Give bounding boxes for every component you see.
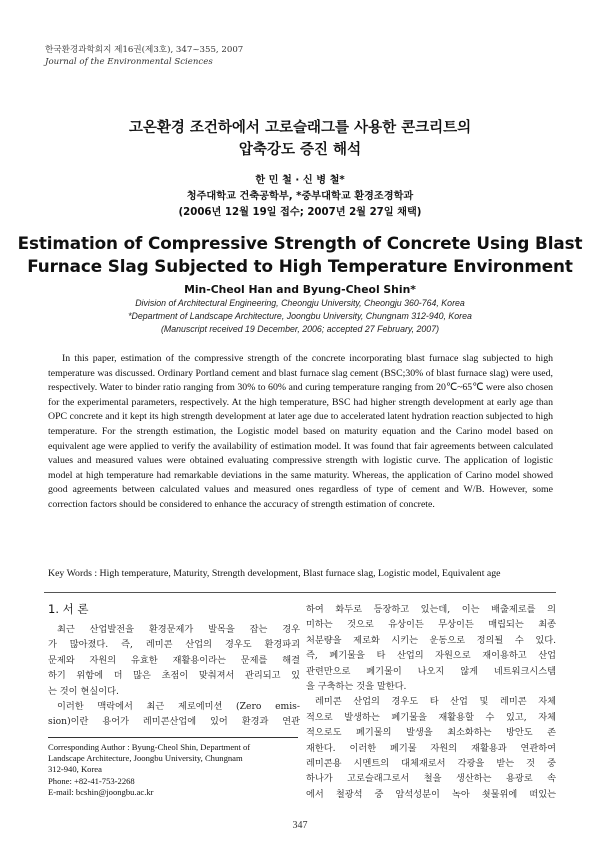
english-received: (Manuscript received 19 December, 2006; accepted 27 February, 2007): [160, 324, 440, 334]
korean-authors: 한 민 철 · 신 병 철*: [255, 175, 345, 186]
journal-header: [45, 44, 243, 68]
body-line: 미하는 것으로 유상이든 무상이든 매립되는 최종: [306, 619, 556, 631]
english-title-line-2: Furnace Slag Subjected to High Temperature Environment: [27, 256, 573, 276]
abstract-text: In this paper, estimation of the compressive strength of the concrete incorporating blast furnace slag subjected to high temperature was discussed. Ordinary Portland cement and blast furnace slag cement (BSC;30% of blast furnace slag) were used, respectively. Water to binder ratio ranging from 30% to 60% and curing temperature ranging from 20℃~65℃ were also chosen for the experimental parameters, respectively. At the high temperature, BSC had higher strength development at early age than OPC concrete and it kept its high strength development at later age due to accelerated latent hydration reaction subjected to high temperature. For the strength estimation, the Logistic model based on maturity equation and the Carino model based on equivalent age were applied to verify the availability of estimation model. It was found that fair agreements between calculated values and measured values were obtained evaluating compressive strength with logistic curve. The application of logistic model at high temperature had remarkable deviations in the same maturity. Whereas, the application of Carino model showed good agreements between calculated values and measured ones regardless of type of cement and W/B. However, some correction factors should be considered to enhance the accuracy of strength estimation of concrete.: [48, 353, 553, 510]
body-line: 적으로 발생하는 폐기물을 재활용할 수 있고, 자체: [306, 711, 556, 723]
body-line: 관련만으로 폐기물이 나오지 않게 네트워크시스템: [306, 665, 556, 677]
body-line: 하기 위함에 더 많은 초점이 맞춰져서 관리되고 있: [48, 670, 300, 682]
body-line: 에서 철광석 중 암석성분이 녹아 쇳물위에 떠있는: [306, 788, 556, 800]
keywords: Key Words : High temperature, Maturity, Strength development, Blast furnace slag, Logistic model, Equivalent age: [48, 568, 501, 579]
journal-english-line: Journal of the Environmental Sciences: [45, 57, 213, 67]
english-affiliation-1: Division of Architectural Engineering, Cheongju University, Cheongju 360-764, Korea: [135, 298, 465, 308]
body-line: 최근 산업발전을 환경문제가 발목을 잡는 경우: [57, 624, 300, 635]
footnote-line: Phone: +82-41-753-2268: [48, 775, 135, 786]
body-line: sion)이란 용어가 레미콘산업에 있어 환경과 연관: [48, 716, 300, 728]
korean-received: (2006년 12월 19일 접수; 2007년 2월 27일 채택): [178, 207, 422, 218]
korean-title-line-2: 압축강도 증진 해석: [238, 142, 362, 158]
english-title-line-1: Estimation of Compressive Strength of Concrete Using Blast: [17, 233, 583, 253]
body-line: 가 많아졌다. 즉, 레미콘 산업의 경우도 환경파괴: [48, 639, 300, 651]
right-column-text: [306, 602, 556, 802]
english-affiliation-2: *Department of Landscape Architecture, Joongbu University, Chungnam 312-940, Korea: [128, 311, 472, 321]
body-line: 적으로도 폐기물의 발생을 최소화하는 방안도 존: [306, 727, 556, 739]
page-number: 347: [292, 820, 308, 831]
body-line: 레미콘 산업의 경우도 타 산업 및 레미콘 자체: [315, 696, 556, 708]
body-line: 는 것이 현실이다.: [48, 685, 119, 697]
footnote-line: 312-940, Korea: [48, 764, 102, 775]
body-line: 레미콘용 시멘트의 대체재로서 각광을 받는 것 중: [306, 758, 556, 770]
body-line: 을 구축하는 것을 말한다.: [306, 681, 407, 693]
body-line: 하여 화두로 등장하고 있는데, 이는 배출제로를 의: [306, 604, 556, 615]
footnote-line: Landscape Architecture, Joongbu University, Chungnam: [48, 753, 243, 764]
footnote-line: Corresponding Author : Byung-Cheol Shin, Department of: [48, 742, 251, 752]
footnote-rule: [48, 737, 298, 738]
korean-affiliation: 청주대학교 건축공학부, *중부대학교 환경조경학과: [186, 191, 414, 202]
section-divider: [44, 592, 556, 593]
body-line: 하나가 고로슬래그로서 철을 생산하는 용광로 속: [306, 773, 556, 785]
footnote: [48, 742, 298, 798]
abstract: [48, 352, 553, 513]
left-column-text: [48, 622, 300, 730]
section-heading: 1. 서 론: [48, 602, 89, 616]
body-line: 문제와 자원의 유효한 재활용이라는 문제를 해결: [48, 654, 300, 666]
footnote-line: E-mail: bcshin@joongbu.ac.kr: [48, 786, 154, 797]
english-authors: Min-Cheol Han and Byung-Cheol Shin*: [184, 283, 416, 296]
body-line: 처분량을 제로화 시키는 운동으로 정의될 수 있다.: [306, 634, 556, 646]
korean-title-line-1: 고온환경 조건하에서 고로슬래그를 사용한 콘크리트의: [128, 120, 472, 136]
body-line: 즉, 폐기물을 타 산업의 자원으로 재이용하고 산업: [306, 650, 556, 662]
journal-korean-line: 한국환경과학회지 제16권(제3호), 347~355, 2007: [45, 45, 244, 55]
body-line: 재한다. 이러한 폐기물 자원의 재활용과 연관하여: [306, 742, 556, 754]
body-line: 이러한 맥락에서 최근 제로에미션 (Zero emis-: [57, 701, 300, 713]
